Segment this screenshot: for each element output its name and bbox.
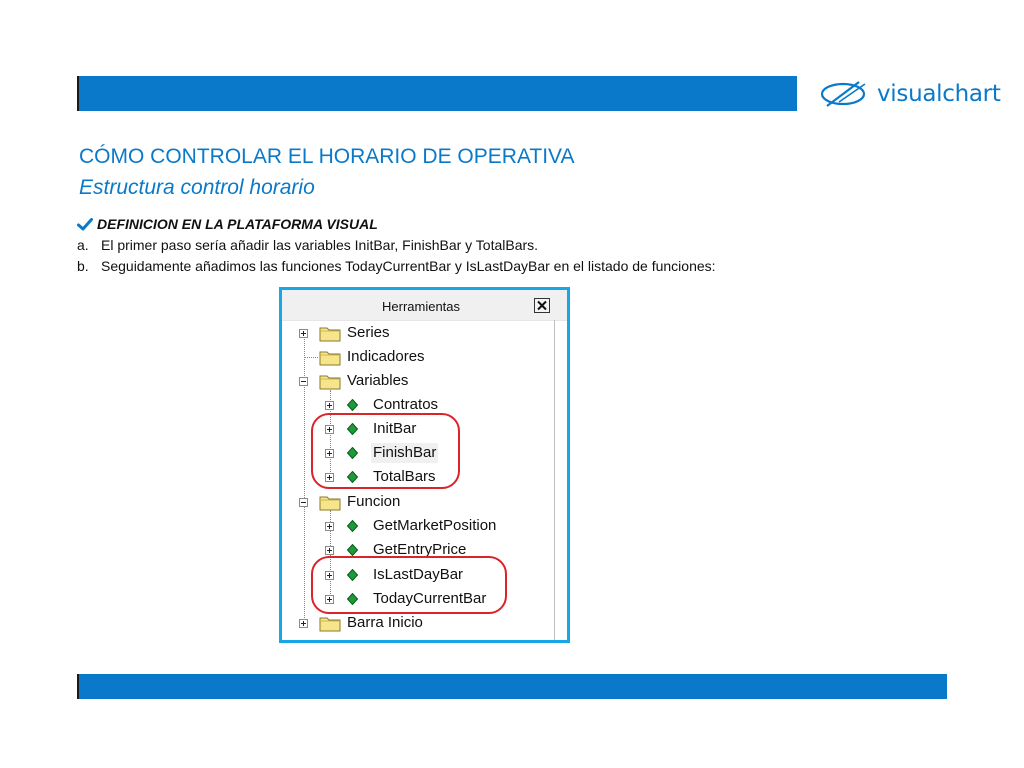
tree-label: FinishBar: [373, 444, 437, 461]
folder-icon: [319, 349, 341, 366]
expand-icon[interactable]: [299, 619, 308, 628]
tools-panel: [279, 287, 570, 643]
collapse-icon[interactable]: [299, 498, 308, 507]
folder-open-icon: [319, 373, 341, 390]
top-banner: [77, 76, 1001, 111]
expand-icon[interactable]: [299, 329, 308, 338]
tree-label: GetMarketPosition: [373, 517, 497, 534]
page-subtitle: Estructura control horario: [79, 176, 315, 199]
visualchart-logo-icon: [819, 80, 871, 108]
bottom-banner: [77, 674, 947, 699]
step-item: [77, 237, 538, 253]
tree-label: Barra Inicio: [347, 614, 423, 631]
banner-fill: [79, 76, 797, 111]
expand-icon[interactable]: [325, 522, 334, 531]
tree-label: InitBar: [373, 420, 417, 437]
banner-fill: [79, 674, 947, 699]
expand-icon[interactable]: [325, 401, 334, 410]
tools-tree: [282, 290, 567, 640]
brand-name: visualchart: [877, 80, 1001, 107]
brand-logo: [819, 78, 1001, 109]
tree-label: Funcion: [347, 493, 401, 510]
tree-guide: [304, 357, 318, 358]
folder-icon: [319, 615, 341, 632]
collapse-icon[interactable]: [299, 377, 308, 386]
tree-label: TotalBars: [373, 468, 436, 485]
tree-guide: [304, 332, 305, 622]
checkmark-icon: [77, 218, 93, 231]
folder-icon: [319, 325, 341, 342]
tree-label: Indicadores: [347, 348, 425, 365]
tree-label: Series: [347, 324, 390, 341]
tree-label: Variables: [347, 372, 409, 389]
step-text: Seguidamente añadimos las funciones TodayCurrentBar y IsLastDayBar en el listado de funciones:: [101, 258, 716, 274]
expand-icon[interactable]: [325, 546, 334, 555]
step-text: El primer paso sería añadir las variables InitBar, FinishBar y TotalBars.: [101, 237, 539, 253]
function-diamond-icon: [347, 520, 358, 532]
tree-label: Contratos: [373, 396, 439, 413]
panel-title: Herramientas: [382, 299, 461, 314]
variable-diamond-icon: [347, 399, 358, 411]
highlight-functions: [311, 556, 507, 614]
page-title: CÓMO CONTROLAR EL HORARIO DE OPERATIVA: [79, 145, 575, 168]
highlight-variables: [311, 413, 460, 489]
step-marker: a.: [77, 237, 89, 253]
tree-label: IsLastDayBar: [373, 566, 464, 583]
section-label: DEFINICION EN LA PLATAFORMA VISUAL: [97, 216, 378, 232]
step-marker: b.: [77, 258, 89, 274]
tree-label: GetEntryPrice: [373, 541, 467, 558]
step-item: [77, 258, 716, 274]
folder-open-icon: [319, 494, 341, 511]
tree-label: TodayCurrentBar: [373, 590, 487, 607]
section-heading: [77, 216, 378, 232]
function-diamond-icon: [347, 544, 358, 556]
